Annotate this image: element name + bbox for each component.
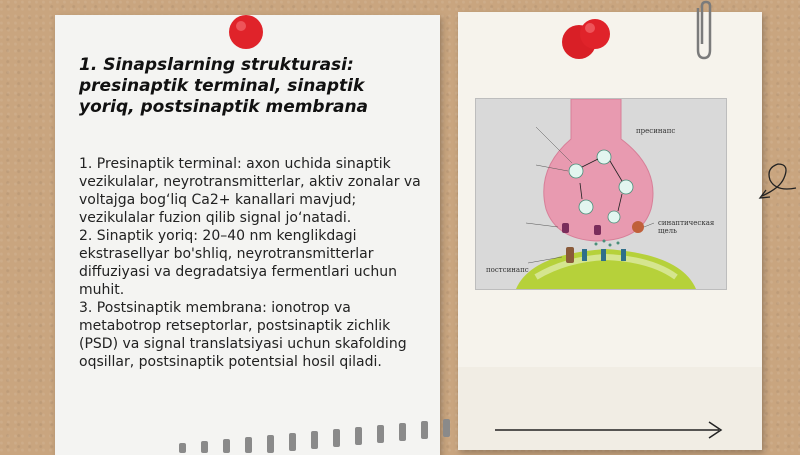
paragraph-postsynaptic: 3. Postsinaptik membrana: ionotrop va metabotrop retseptorlar, postsinaptik zichlik (PSD) va signal translatsiyasi uchun skafolding oqsillar, postsinaptik potentsial hosil qiladi. bbox=[79, 300, 407, 370]
synapse-illustration bbox=[476, 99, 726, 289]
paragraph-cleft: 2. Sinaptik yoriq: 20–40 nm kenglikdagi ekstrasellyar bo'shliq, neyrotransmitterlar diffuziyasi va degradatsiya fermentlari uchun muhit. bbox=[79, 228, 397, 298]
paragraph-presynaptic: 1. Presinaptik terminal: axon uchida sinaptik vezikulalar, neyrotransmitterlar, aktiv zonalar va voltajga bog‘liq Ca2+ kanallari mavjud; vezikulalar fuzion qilib signal jo‘natadi. bbox=[79, 156, 421, 226]
slide-title: 1. Sinapslarning strukturasi: presinaptik terminal, sinaptik yoriq, postsinaptik membrana bbox=[79, 55, 369, 117]
slide-body bbox=[79, 155, 429, 371]
label-postsynapse: постсинапс bbox=[486, 266, 529, 274]
label-cleft: синаптическая щель bbox=[658, 219, 715, 235]
push-pin-cluster-icon bbox=[557, 12, 619, 64]
spiral-binding bbox=[175, 415, 495, 455]
doodle-arrow-icon bbox=[756, 152, 800, 202]
label-presynapse: пресинапс bbox=[636, 127, 676, 135]
synapse-diagram bbox=[475, 98, 727, 290]
paper-clip-icon bbox=[688, 0, 718, 62]
note-paper-left bbox=[55, 15, 440, 455]
arrow-right-icon bbox=[495, 420, 725, 440]
push-pin-icon bbox=[226, 12, 266, 52]
